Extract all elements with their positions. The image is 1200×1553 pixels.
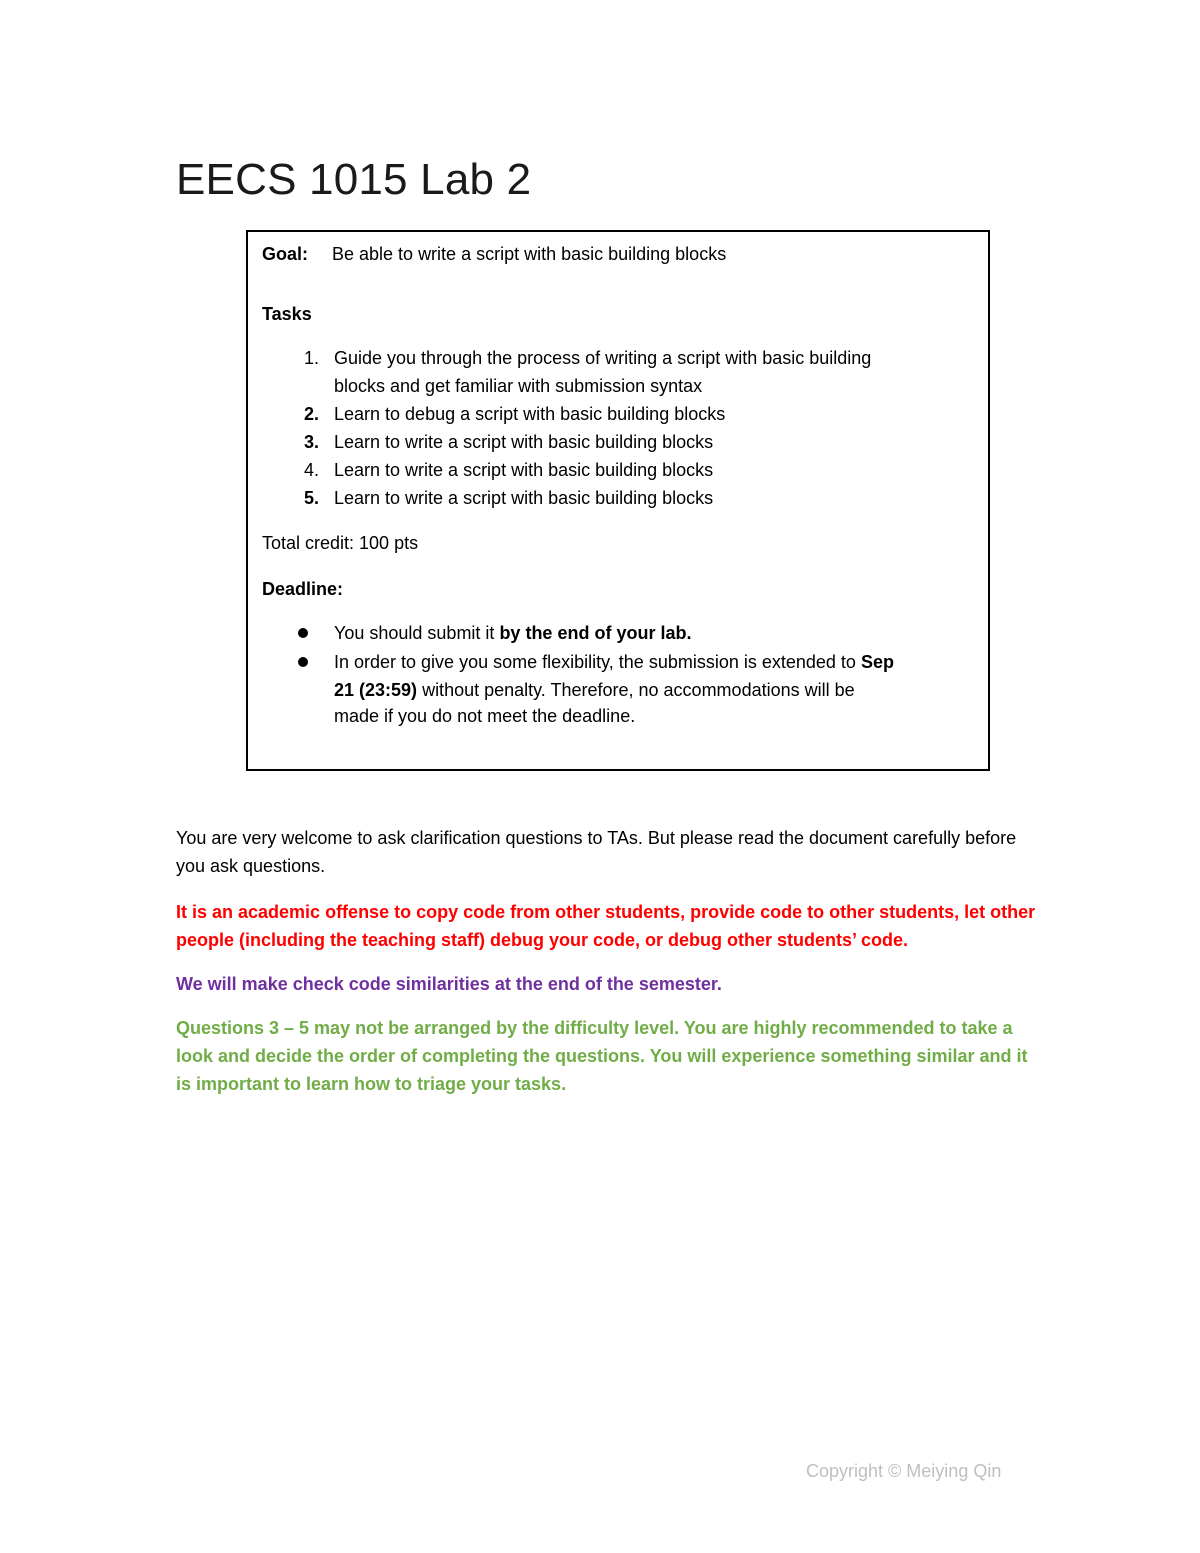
task-number-1: 1. (303, 348, 319, 368)
goal-text: Be able to write a script with basic building blocks (332, 244, 727, 264)
task-1-line-2: blocks and get familiar with submission syntax (334, 376, 703, 396)
bullet-2-marker (298, 657, 308, 667)
deadline-bullet-1 (334, 619, 691, 647)
task-5-line-1: Learn to write a script with basic building blocks (334, 488, 714, 508)
welcome-paragraph: You are very welcome to ask clarification questions to TAs. But please read the document carefully before you ask questions. (176, 828, 1017, 876)
copyright-footer: Copyright © Meiying Qin (806, 1461, 1002, 1481)
bullet-1-bold: by the end of your lab. (499, 623, 692, 643)
bullet-1-marker (298, 628, 308, 638)
bullet-2-line-1-prefix: In order to give you some flexibility, the submission is extended to (334, 652, 861, 672)
deadline-bullet-2-line-2 (334, 676, 855, 704)
deadline-label: Deadline: (262, 579, 344, 599)
bullet-1-prefix: You should submit it (334, 623, 500, 643)
task-4-line-1: Learn to write a script with basic building blocks (334, 460, 714, 480)
total-credit: Total credit: 100 pts (262, 533, 419, 553)
task-2-line-1: Learn to debug a script with basic building blocks (334, 404, 726, 424)
task-number-3: 3. (303, 432, 319, 452)
deadline-bullet-2-line-1 (334, 648, 894, 676)
goal-label: Goal: (262, 244, 309, 264)
task-1-line-1: Guide you through the process of writing a script with basic building (334, 348, 872, 368)
lab-summary-box (246, 230, 990, 771)
deadline-bullet-2-line-3: made if you do not meet the deadline. (334, 706, 636, 726)
bullet-2-line-1-bold: Sep (860, 652, 894, 672)
tasks-label: Tasks (262, 304, 312, 324)
bullet-2-line-2-rest: without penalty. Therefore, no accommodations will be (417, 680, 855, 700)
task-number-5: 5. (303, 488, 319, 508)
page-title: EECS 1015 Lab 2 (176, 155, 532, 204)
code-similarity-notice: We will make check code similarities at the end of the semester. (176, 974, 722, 994)
question-order-note: Questions 3 – 5 may not be arranged by the difficulty level. You are highly recommended to take a look and decide the order of completing the questions. You will experience something similar and it is important to learn how to triage your tasks. (176, 1018, 1028, 1094)
bullet-2-line-2-bold: 21 (23:59) (334, 680, 418, 700)
task-3-line-1: Learn to write a script with basic building blocks (334, 432, 714, 452)
task-number-2: 2. (303, 404, 319, 424)
academic-offense-warning: It is an academic offense to copy code from other students, provide code to other students, let other people (including the teaching staff) debug your code, or debug other students’ code. (176, 902, 1036, 950)
task-number-4: 4. (303, 460, 319, 480)
